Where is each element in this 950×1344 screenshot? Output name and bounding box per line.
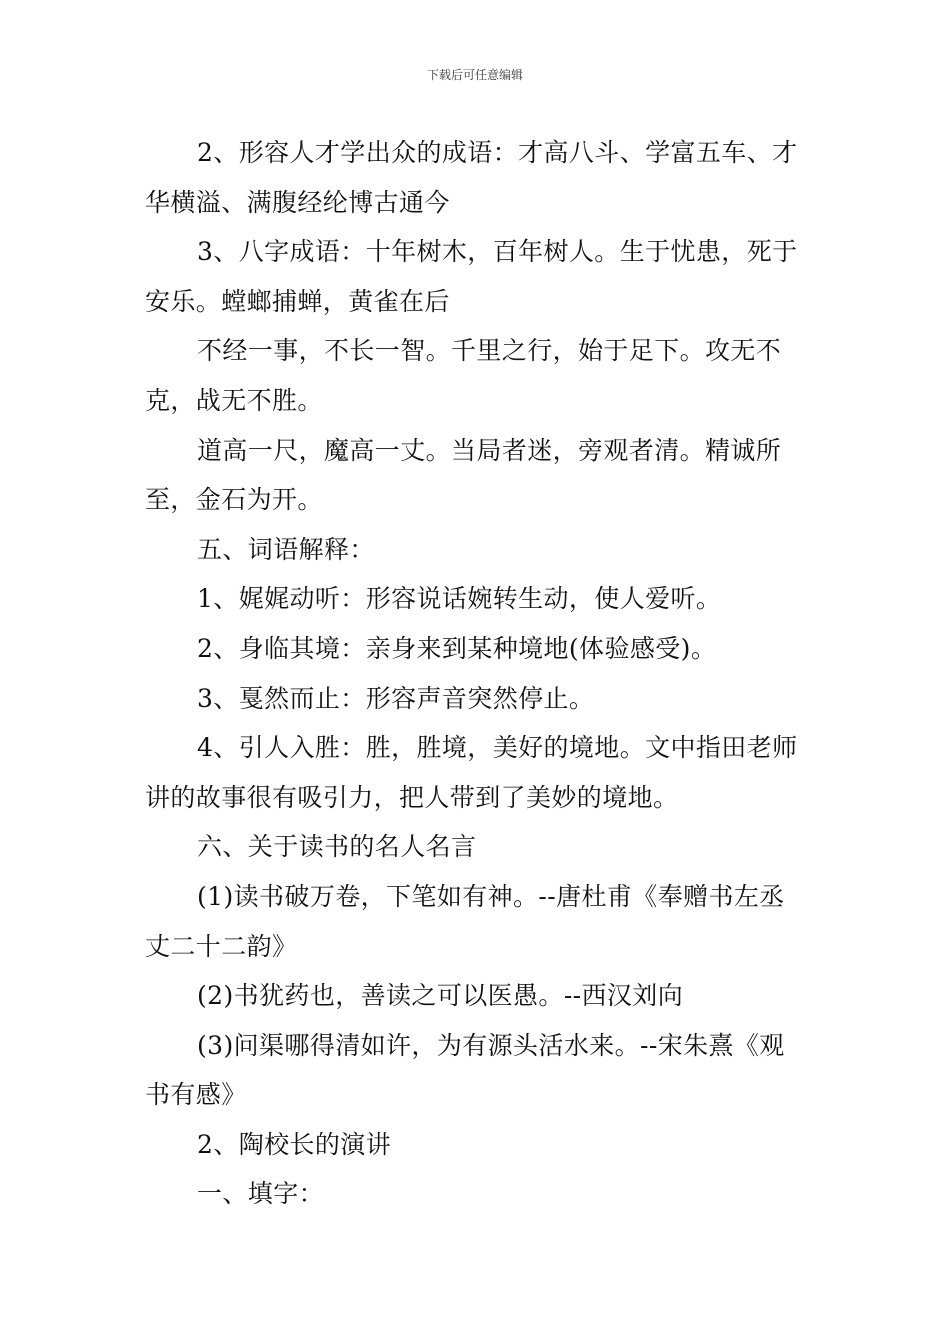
- section-heading: 一、填字：: [197, 1179, 325, 1209]
- paragraph: 1、娓娓动听：形容说话婉转生动，使人爱听。: [197, 584, 722, 614]
- document-body: [145, 128, 810, 1219]
- paragraph: 2、身临其境：亲身来到某种境地(体验感受)。: [197, 633, 717, 663]
- paragraph: 道高一尺，魔高一丈。当局者迷，旁观者清。精诚所至，金石为开。: [145, 435, 782, 515]
- paragraph: 不经一事，不长一智。千里之行，始于足下。攻无不克，战无不胜。: [145, 336, 782, 415]
- paragraph: 3、戛然而止：形容声音突然停止。: [197, 683, 595, 713]
- section-heading: 五、词语解释：: [197, 534, 375, 564]
- quote-item: (1)读书破万卷，下笔如有神。--唐杜甫《奉赠书左丞丈二十二韵》: [145, 881, 785, 961]
- section-heading: 2、陶校长的演讲: [197, 1129, 392, 1159]
- paragraph: 4、引人入胜：胜，胜境，美好的境地。文中指田老师讲的故事很有吸引力，把人带到了美妙的境地。: [145, 733, 798, 812]
- section-heading: 六、关于读书的名人名言: [197, 832, 477, 862]
- page-header: 下载后可任意编辑: [426, 68, 523, 82]
- paragraph: 3、八字成语：十年树木，百年树人。生于忧患，死于安乐。螳螂捕蝉，黄雀在后: [145, 237, 798, 316]
- paragraph: 2、形容人才学出众的成语：才高八斗、学富五车、才华横溢、满腹经纶博古通今: [145, 138, 798, 217]
- quote-item: (2)书犹药也，善读之可以医愚。--西汉刘向: [197, 981, 684, 1011]
- quote-item: (3)问渠哪得清如许，为有源头活水来。--宋朱熹《观书有感》: [145, 1030, 785, 1110]
